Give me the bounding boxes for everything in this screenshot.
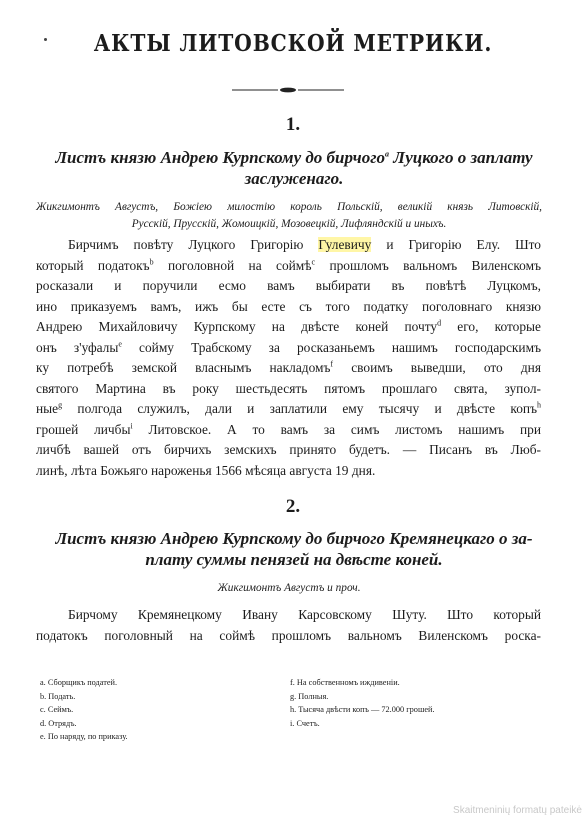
footnotes-left (40, 676, 128, 744)
body-line: росказали и поручили есмо вамъ выбирати въ повѣтѣ Луцкомъ, (36, 278, 541, 293)
body-line: святого Мартина въ року шестьдесять пятомъ прошлаго свята, зупол- (36, 380, 541, 396)
highlighted-name: Гулевичу (318, 237, 372, 252)
footnote-ref: i (130, 421, 133, 431)
text: прошломъ вальномъ Виленскомъ (315, 257, 542, 273)
text: полгода служилъ, дали и заплатили ему тысячу и двѣсте копъ (62, 401, 537, 416)
document-number-1: 1. (285, 114, 301, 135)
footnote-ref: h (537, 400, 541, 410)
body-line (36, 358, 541, 379)
text: Бирчимъ повѣту Луцкого Григорію (68, 237, 319, 252)
text: Литовское. А то вамъ за симъ листомъ нашимъ при (132, 421, 541, 437)
body-line (36, 338, 541, 359)
heading-line: плату суммы пенязей на двѣсте коней. (145, 550, 443, 569)
body-line (36, 317, 541, 338)
body-line (36, 256, 541, 277)
footnote: h. Тысяча двѣсти копъ — 72.000 грошей. (290, 705, 435, 714)
body-line: ино приказуемъ вамъ, ижъ бы есте съ того податку поголовнаго князю (36, 298, 541, 314)
body-line: личбѣ вашей отъ бирчихъ земскихъ принято будетъ. — Писанъ въ Люб- (36, 442, 541, 457)
text: сойму Трабскому за росказаньемъ нашимъ господарскимъ (121, 339, 541, 355)
body-line: податокъ поголовный на соймѣ прошломъ вальномъ Виленскомъ роска- (36, 627, 541, 643)
footnote: f. На собственномъ иждивеніи. (290, 678, 400, 687)
ornament-divider (230, 86, 346, 94)
footnote: b. Подать. (40, 691, 76, 701)
footnote-ref: d (437, 318, 442, 328)
footnotes-right (290, 676, 435, 730)
footnote: e. По наряду, по приказу. (40, 732, 128, 741)
footnote-ref: b (149, 257, 154, 267)
text: поголовной на соймѣ (153, 257, 312, 273)
intro-line: Русскій, Прусскій, Жомоицкій, Мозовецкій, Лифляндскій и иныхъ. (131, 218, 447, 230)
footnote-ref: a (384, 149, 389, 159)
footnote-ref: f (330, 359, 334, 369)
text: Андрею Михайловичу Курпскому на двѣсте коней почту (36, 319, 438, 334)
text: который податокъ (36, 257, 150, 273)
heading-line: Луцкого о заплату (393, 148, 533, 167)
document-intro-2: Жикгимонтъ Августъ и проч. (217, 582, 361, 594)
watermark: Skaitmeninių formatų pateikė (453, 805, 582, 816)
footnote: c. Сеймъ. (40, 705, 74, 714)
footnote-ref: c (311, 257, 316, 267)
body-line (36, 399, 541, 420)
document-body-2 (36, 605, 541, 646)
text: своимъ выведши, ото дня (333, 360, 541, 375)
footnote-ref: g (58, 400, 63, 410)
text: и Григорію Елу. Што (371, 237, 542, 252)
document-intro-1 (36, 199, 542, 233)
footnote: i. Счетъ. (290, 718, 320, 728)
footnote-ref: e (118, 339, 122, 349)
document-body-1 (36, 235, 541, 481)
text: его, которые (441, 319, 541, 334)
heading-line: Листъ князю Андрею Курпскому до бирчого Кремянецкаго о за- (55, 529, 533, 548)
footnote: a. Сборщикъ податей. (40, 678, 118, 687)
document-number-2: 2. (285, 496, 301, 517)
body-line: Бирчому Кремянецкому Ивану Карсовскому Шуту. Што который (68, 607, 541, 622)
text: ку потребѣ земской власнымъ накладомъ (36, 360, 331, 375)
body-line (36, 420, 541, 441)
page-title: АКТЫ ЛИТОВСКОЙ МЕТРИКИ. (93, 30, 493, 57)
body-line: линѣ, лѣта Божьяго нароженья 1566 мѣсяца августа 19 дня. (36, 462, 376, 478)
footnote: g. Полныя. (290, 691, 329, 701)
document-heading-1 (44, 147, 544, 189)
body-line (36, 235, 541, 256)
text: онъ з'уфалы (36, 339, 119, 355)
text: ные (36, 401, 59, 416)
footnote: d. Отрядъ. (40, 718, 77, 728)
heading-line: заслуженаго. (244, 169, 344, 188)
text: грошей личбы (36, 421, 131, 437)
intro-line: Жикгимонтъ Августъ, Божіею милостію король Польскій, великій князь Литовскій, (36, 201, 542, 213)
document-heading-2 (44, 528, 544, 570)
heading-line: Листъ князю Андрею Курпскому до бирчого (55, 148, 385, 167)
